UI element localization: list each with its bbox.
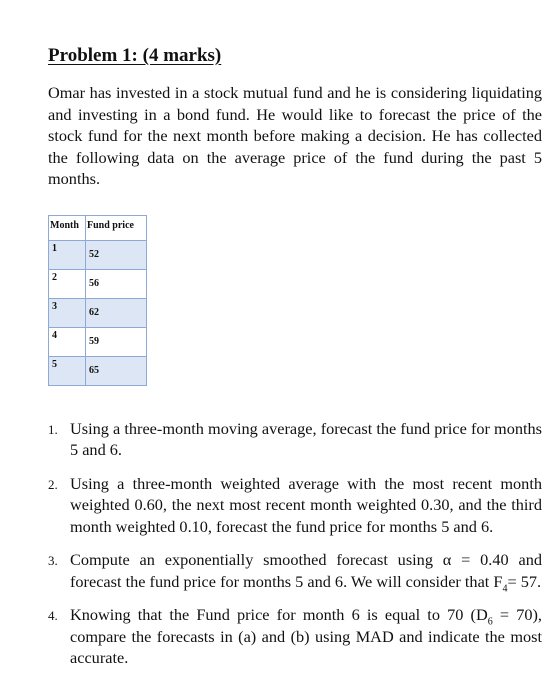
problem-title: Problem 1: (4 marks) [48, 45, 222, 66]
question-list [48, 418, 542, 669]
question-text: Compute an exponentially smoothed forecast using α = 0.40 and forecast the fund price for months 5 and 6. We will consider that F [70, 550, 542, 591]
question-item [48, 473, 542, 538]
table-row [49, 327, 147, 356]
question-item [48, 418, 542, 461]
question-number: 2. [48, 476, 58, 492]
header-fund-price: Fund price [86, 215, 147, 240]
cell-price: 62 [86, 298, 147, 327]
question-text: Knowing that the Fund price for month 6 is equal to 70 (D [70, 605, 488, 624]
table-row [49, 298, 147, 327]
cell-month: 2 [49, 269, 86, 298]
question-item [48, 549, 542, 592]
table-header-row [49, 215, 147, 240]
cell-month: 4 [49, 327, 86, 356]
problem-document [48, 44, 542, 681]
question-number: 1. [48, 421, 58, 437]
problem-intro: Omar has invested in a stock mutual fund and he is considering liquidating and investing in a bond fund. He would like to forecast the price of the stock fund for the next month before making a decision. He has collected the following data on the average price of the fund during the past 5 months. [48, 83, 542, 188]
cell-month: 3 [49, 298, 86, 327]
header-month: Month [49, 215, 86, 240]
question-item [48, 604, 542, 669]
table-row [49, 269, 147, 298]
subscript: 4 [502, 582, 508, 594]
cell-price: 59 [86, 327, 147, 356]
question-number: 4. [48, 608, 58, 623]
cell-price: 52 [86, 240, 147, 269]
question-text: Using a three-month weighted average with the most recent month weighted 0.60, the next most recent month weighted 0.30, and the third month weighted 0.10, forecast the fund price for months 5 and 6. [70, 473, 542, 536]
question-text-end: = 57. [507, 571, 542, 591]
table-row [49, 356, 147, 385]
table-row [49, 240, 147, 269]
cell-price: 56 [86, 269, 147, 298]
cell-price: 65 [86, 356, 147, 385]
fund-price-table [48, 215, 147, 386]
cell-month: 1 [49, 240, 86, 269]
cell-month: 5 [49, 356, 86, 385]
question-text: Using a three-month moving average, forecast the fund price for months 5 and 6. [70, 418, 542, 459]
question-number: 3. [48, 553, 58, 568]
question-text-end: = 70), compare the forecasts in (a) and (b) using MAD and indicate the most accurate. [70, 605, 542, 667]
subscript: 6 [487, 616, 493, 628]
